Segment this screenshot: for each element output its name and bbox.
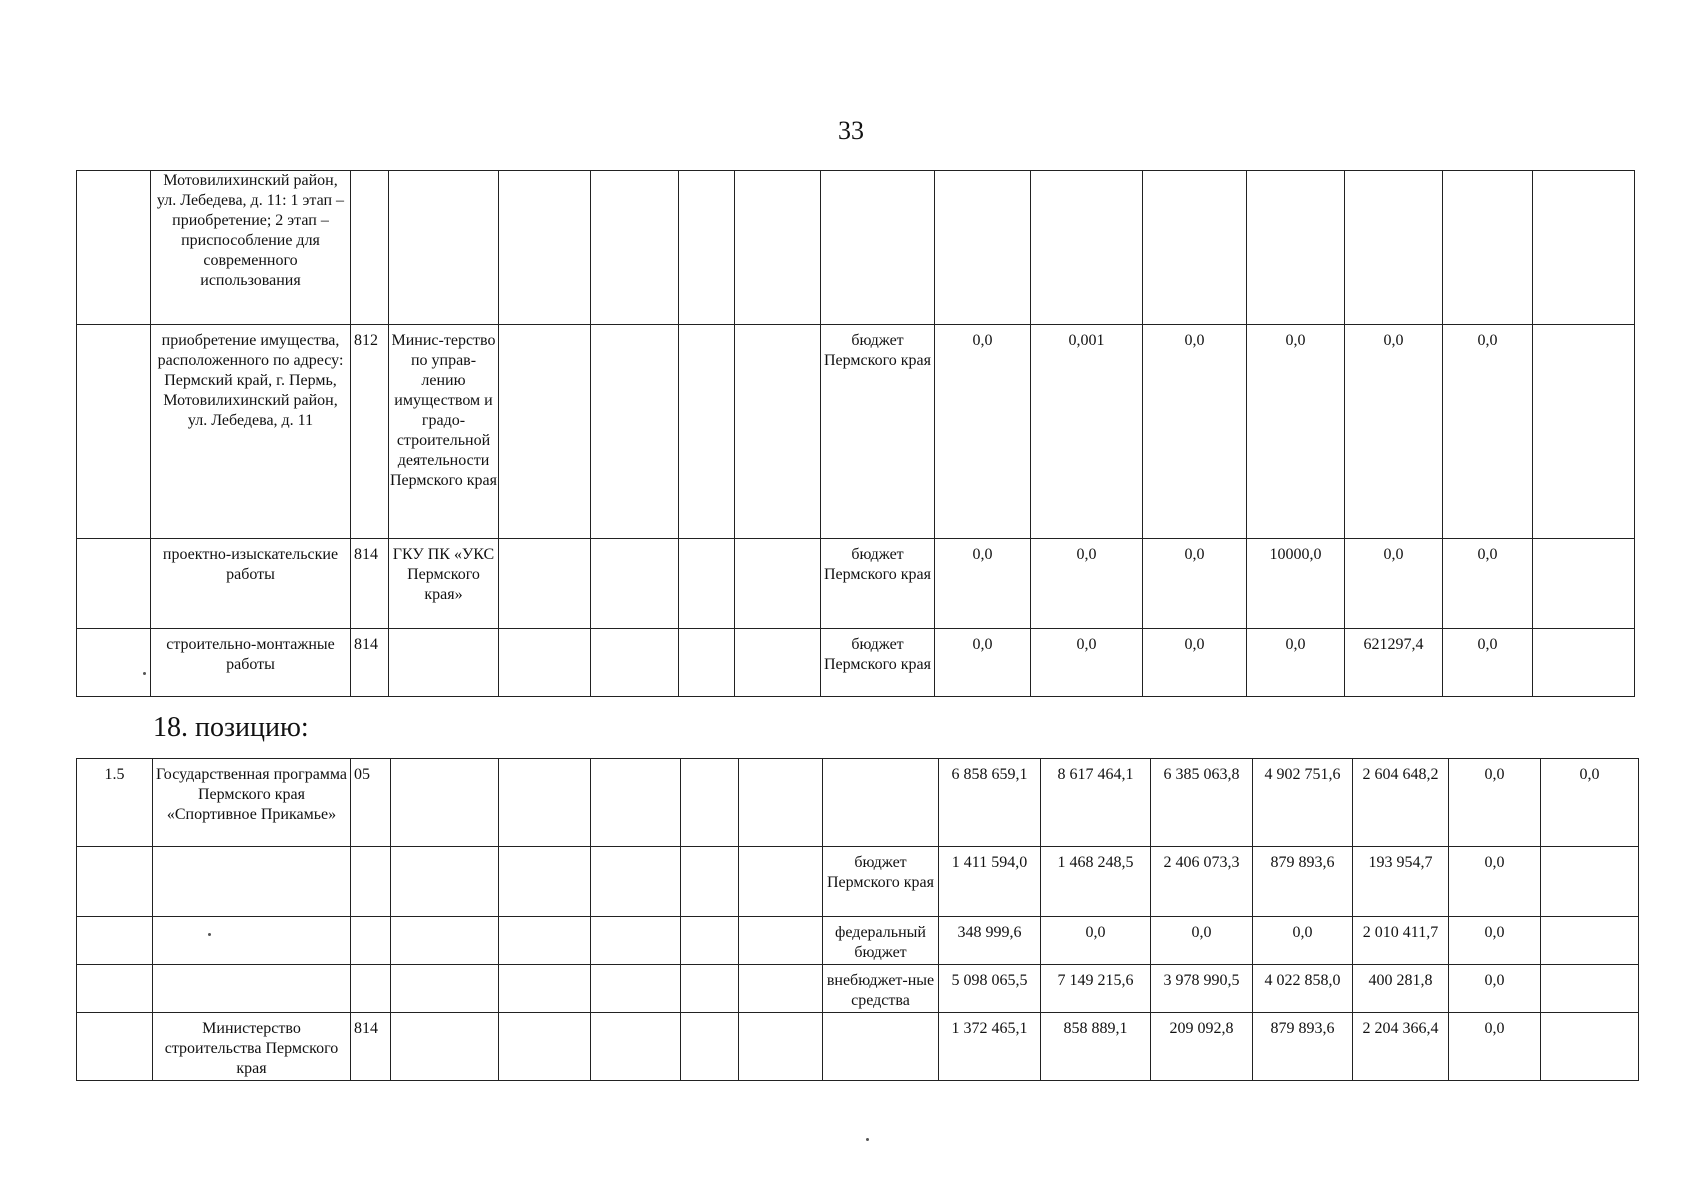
value-cell: 2 604 648,2 xyxy=(1353,759,1449,847)
page-number: 33 xyxy=(838,116,864,145)
funding-source-cell: бюджет Пермского края xyxy=(821,629,935,697)
value-cell: 0,0 xyxy=(1143,325,1247,539)
executor-cell: ГКУ ПК «УКС Пермского края» xyxy=(389,539,499,629)
value-cell: 0,0 xyxy=(1151,917,1253,965)
value-cell: 0,0 xyxy=(1345,325,1443,539)
value-cell: 0,0 xyxy=(1449,759,1541,847)
value-cell: 0,0 xyxy=(935,539,1031,629)
section-heading: 18. позицию: xyxy=(153,712,309,743)
code-cell: 05 xyxy=(351,759,391,847)
executor-cell: Минис-терство по управ-лению имуществом и градо-строительной деятельности Пермского края xyxy=(389,325,499,539)
program-name-cell: Государственная программа Пермского края «Спортивное Прикамье» xyxy=(153,759,351,847)
executor-cell xyxy=(389,629,499,697)
value-cell: 0,0 xyxy=(1443,539,1533,629)
value-cell: 879 893,6 xyxy=(1253,1013,1353,1081)
value-cell: 0,0 xyxy=(1449,1013,1541,1081)
value-cell: 6 385 063,8 xyxy=(1151,759,1253,847)
table-row xyxy=(77,759,1639,847)
program-table-continued xyxy=(76,170,1635,697)
value-cell: 348 999,6 xyxy=(939,917,1041,965)
table-row xyxy=(77,917,1639,965)
funding-source-cell xyxy=(823,759,939,847)
table-row xyxy=(77,1013,1639,1081)
value-cell: 879 893,6 xyxy=(1253,847,1353,917)
scan-speck xyxy=(208,933,211,936)
value-cell: 400 281,8 xyxy=(1353,965,1449,1013)
value-cell: 0,0 xyxy=(1443,325,1533,539)
value-cell: 10000,0 xyxy=(1247,539,1345,629)
funding-source-cell: внебюджет-ные средства xyxy=(823,965,939,1013)
value-cell: 0,0 xyxy=(1541,759,1639,847)
scan-speck xyxy=(143,672,146,675)
funding-source-cell: бюджет Пермского края xyxy=(823,847,939,917)
object-name-cell: строительно-монтажные работы xyxy=(151,629,351,697)
program-table xyxy=(76,758,1639,1081)
value-cell: 2 204 366,4 xyxy=(1353,1013,1449,1081)
value-cell: 209 092,8 xyxy=(1151,1013,1253,1081)
code-cell: 814 xyxy=(351,539,389,629)
responsible-executor-cell: Министерство строительства Пермского края xyxy=(153,1013,351,1081)
value-cell: 7 149 215,6 xyxy=(1041,965,1151,1013)
value-cell: 1 411 594,0 xyxy=(939,847,1041,917)
value-cell: 5 098 065,5 xyxy=(939,965,1041,1013)
value-cell: 0,0 xyxy=(1031,629,1143,697)
table-row xyxy=(77,629,1635,697)
value-cell: 8 617 464,1 xyxy=(1041,759,1151,847)
value-cell: 0,0 xyxy=(1031,539,1143,629)
table-row xyxy=(77,847,1639,917)
funding-source-cell: федеральный бюджет xyxy=(823,917,939,965)
position-number-cell: 1.5 xyxy=(77,759,153,847)
value-cell: 193 954,7 xyxy=(1353,847,1449,917)
funding-source-cell xyxy=(823,1013,939,1081)
value-cell: 4 902 751,6 xyxy=(1253,759,1353,847)
value-cell xyxy=(1541,917,1639,965)
funding-source-cell: бюджет Пермского края xyxy=(821,539,935,629)
value-cell: 0,0 xyxy=(1143,539,1247,629)
table-row xyxy=(77,539,1635,629)
value-cell: 2 406 073,3 xyxy=(1151,847,1253,917)
value-cell: 0,0 xyxy=(1443,629,1533,697)
value-cell xyxy=(1541,965,1639,1013)
value-cell: 0,0 xyxy=(1041,917,1151,965)
code-cell: 812 xyxy=(351,325,389,539)
object-name-cell: проектно-изыскательские работы xyxy=(151,539,351,629)
value-cell: 621297,4 xyxy=(1345,629,1443,697)
object-name-cell: Мотовилихинский район, ул. Лебедева, д. 11: 1 этап – приобретение; 2 этап – приспособление для современного использования xyxy=(151,171,351,325)
table-row xyxy=(77,965,1639,1013)
value-cell xyxy=(1541,1013,1639,1081)
value-cell: 0,0 xyxy=(935,325,1031,539)
code-cell: 814 xyxy=(351,629,389,697)
value-cell: 3 978 990,5 xyxy=(1151,965,1253,1013)
value-cell: 2 010 411,7 xyxy=(1353,917,1449,965)
value-cell: 4 022 858,0 xyxy=(1253,965,1353,1013)
table-row xyxy=(77,171,1635,325)
code-cell: 814 xyxy=(351,1013,391,1081)
value-cell: 0,0 xyxy=(1247,325,1345,539)
value-cell: 0,001 xyxy=(1031,325,1143,539)
value-cell: 1 372 465,1 xyxy=(939,1013,1041,1081)
value-cell: 0,0 xyxy=(1449,917,1541,965)
value-cell: 0,0 xyxy=(1253,917,1353,965)
value-cell: 0,0 xyxy=(1345,539,1443,629)
value-cell: 0,0 xyxy=(1449,965,1541,1013)
value-cell: 0,0 xyxy=(1449,847,1541,917)
scan-speck xyxy=(866,1138,869,1141)
value-cell: 0,0 xyxy=(1247,629,1345,697)
funding-source-cell: бюджет Пермского края xyxy=(821,325,935,539)
value-cell: 858 889,1 xyxy=(1041,1013,1151,1081)
value-cell: 1 468 248,5 xyxy=(1041,847,1151,917)
value-cell: 6 858 659,1 xyxy=(939,759,1041,847)
value-cell: 0,0 xyxy=(935,629,1031,697)
value-cell xyxy=(1541,847,1639,917)
value-cell: 0,0 xyxy=(1143,629,1247,697)
object-name-cell: приобретение имущества, расположенного по адресу: Пермский край, г. Пермь, Мотовилихинский район, ул. Лебедева, д. 11 xyxy=(151,325,351,539)
table-row xyxy=(77,325,1635,539)
